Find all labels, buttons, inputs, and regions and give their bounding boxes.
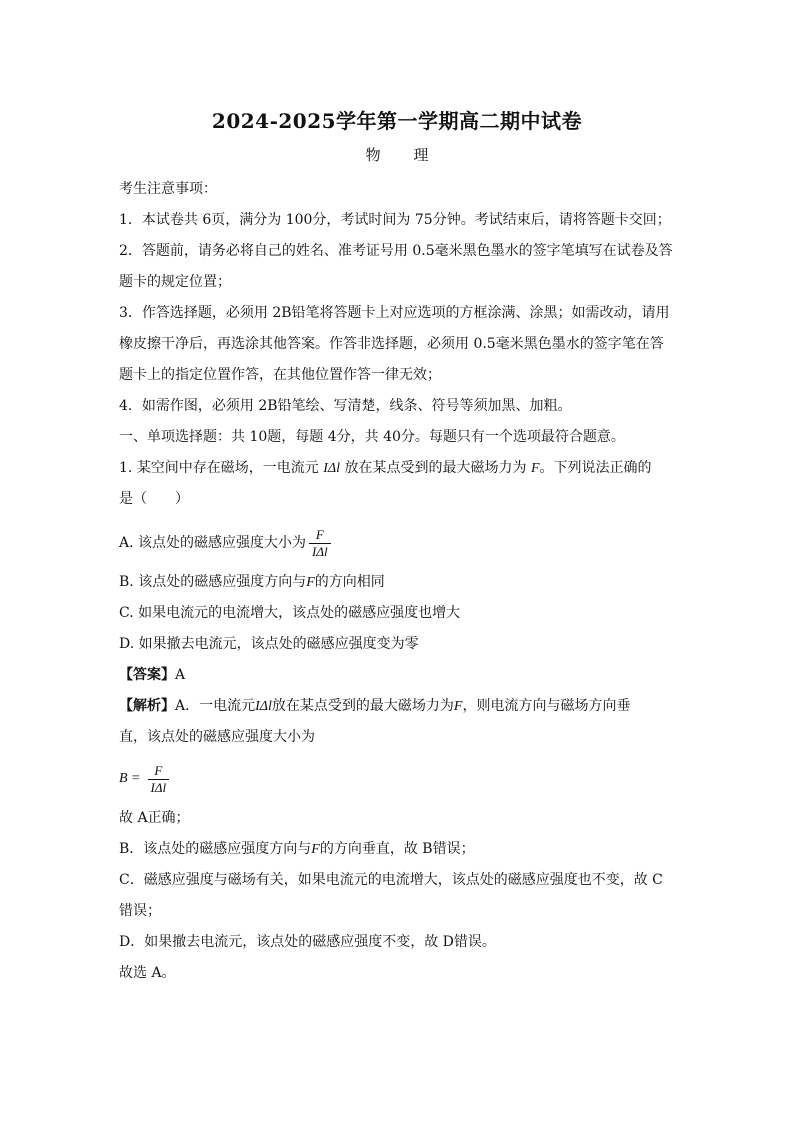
- equation-lhs: B =: [119, 771, 141, 786]
- question-1-stem-line2: 是（ ）: [119, 491, 189, 507]
- analysis-final: 故选 A。: [119, 965, 176, 981]
- analysis-equation: [119, 757, 679, 801]
- answer-value: A: [175, 667, 186, 683]
- notice-item-2: 2．答题前，请务必将自己的姓名、准考证号用 0.5毫米黑色墨水的签字笔填写在试卷及答: [119, 243, 673, 259]
- equation-numerator: F: [148, 763, 170, 780]
- exam-subject: 物 理: [365, 146, 443, 164]
- notice-item-4: 4．如需作图，必须用 2B铅笔绘、写清楚，线条、符号等须加黑、加粗。: [119, 398, 572, 414]
- exam-content: [119, 174, 679, 989]
- option-b-suffix: 的方向相同: [314, 574, 385, 590]
- option-a-denominator: IΔl: [312, 543, 328, 559]
- analysis-c-line1: C．磁感应强度与磁场有关，如果电流元的电流增大，该点处的磁感应强度也不变，故 C: [119, 872, 663, 888]
- notice-item-3-cont: 橡皮擦干净后，再选涂其他答案。作答非选择题，必须用 0.5毫米黑色墨水的签字笔在答: [119, 336, 664, 352]
- analysis-a-conclusion: 故 A正确；: [119, 810, 190, 826]
- option-b: [119, 567, 679, 598]
- option-a-fraction: [309, 527, 331, 560]
- notice-item-3: 3．作答选择题，必须用 2B铅笔将答题卡上对应选项的方框涂满、涂黑；如需改动，请用: [119, 305, 670, 321]
- answer-label: 【答案】: [119, 667, 175, 683]
- notice-heading: 考生注意事项：: [119, 181, 217, 197]
- analysis-c-line2: 错误；: [119, 903, 161, 919]
- q1-stem-middle: 放在某点受到的最大磁场力为: [340, 460, 531, 476]
- analysis-l1-prefix: A．一电流元: [175, 698, 256, 714]
- option-c: C. 如果电流元的电流增大，该点处的磁感应强度也增大: [119, 605, 461, 621]
- q1-stem-prefix: 1. 某空间中存在磁场，一电流元: [119, 460, 324, 476]
- analysis-b-force: F: [311, 842, 320, 857]
- option-a: [119, 523, 679, 563]
- analysis-l1-force: F: [453, 699, 463, 714]
- analysis-line-2: 直，该点处的磁感应强度大小为: [119, 729, 315, 745]
- answer-line: [119, 660, 679, 691]
- notice-item-1: 1．本试卷共 6页，满分为 100分，考试时间为 75分钟。考试结束后，请将答题卡交回；: [119, 212, 671, 228]
- analysis-b: [119, 834, 679, 865]
- option-a-numerator: F: [309, 527, 331, 544]
- option-d: D. 如果撤去电流元，该点处的磁感应强度变为零: [119, 636, 419, 652]
- option-b-force: F: [306, 575, 315, 590]
- analysis-d: D．如果撤去电流元，该点处的磁感应强度不变，故 D错误。: [119, 934, 496, 950]
- section-heading: 一、单项选择题：共 10题，每题 4分，共 40分。每题只有一个选项最符合题意。: [119, 429, 625, 445]
- analysis-l1-middle: 放在某点受到的最大磁场力为: [271, 698, 454, 714]
- q1-force-symbol: F: [530, 461, 540, 476]
- equation-denominator: IΔl: [150, 779, 167, 795]
- analysis-label: 【解析】: [119, 698, 175, 714]
- analysis-l1-suffix: ，则电流方向与磁场方向垂: [462, 698, 631, 714]
- notice-item-2-cont: 题卡的规定位置；: [119, 274, 231, 290]
- analysis-l1-element: IΔl: [255, 699, 272, 714]
- question-1-stem: [119, 453, 679, 484]
- analysis-line-1: [119, 691, 679, 722]
- analysis-b-prefix: B．该点处的磁感应强度方向与: [119, 841, 312, 857]
- equation-fraction: [148, 763, 170, 796]
- q1-stem-suffix: 。下列说法正确的: [539, 460, 652, 476]
- notice-item-3-cont2: 题卡上的指定位置作答，在其他位置作答一律无效；: [119, 367, 441, 383]
- exam-title: 2024-2025学年第一学期高二期中试卷: [211, 109, 583, 133]
- analysis-b-suffix: 的方向垂直，故 B错误；: [319, 841, 475, 857]
- q1-current-element: IΔl: [323, 461, 341, 476]
- option-a-text: A. 该点处的磁感应强度大小为: [119, 535, 307, 551]
- option-b-prefix: B. 该点处的磁感应强度方向与: [119, 574, 307, 590]
